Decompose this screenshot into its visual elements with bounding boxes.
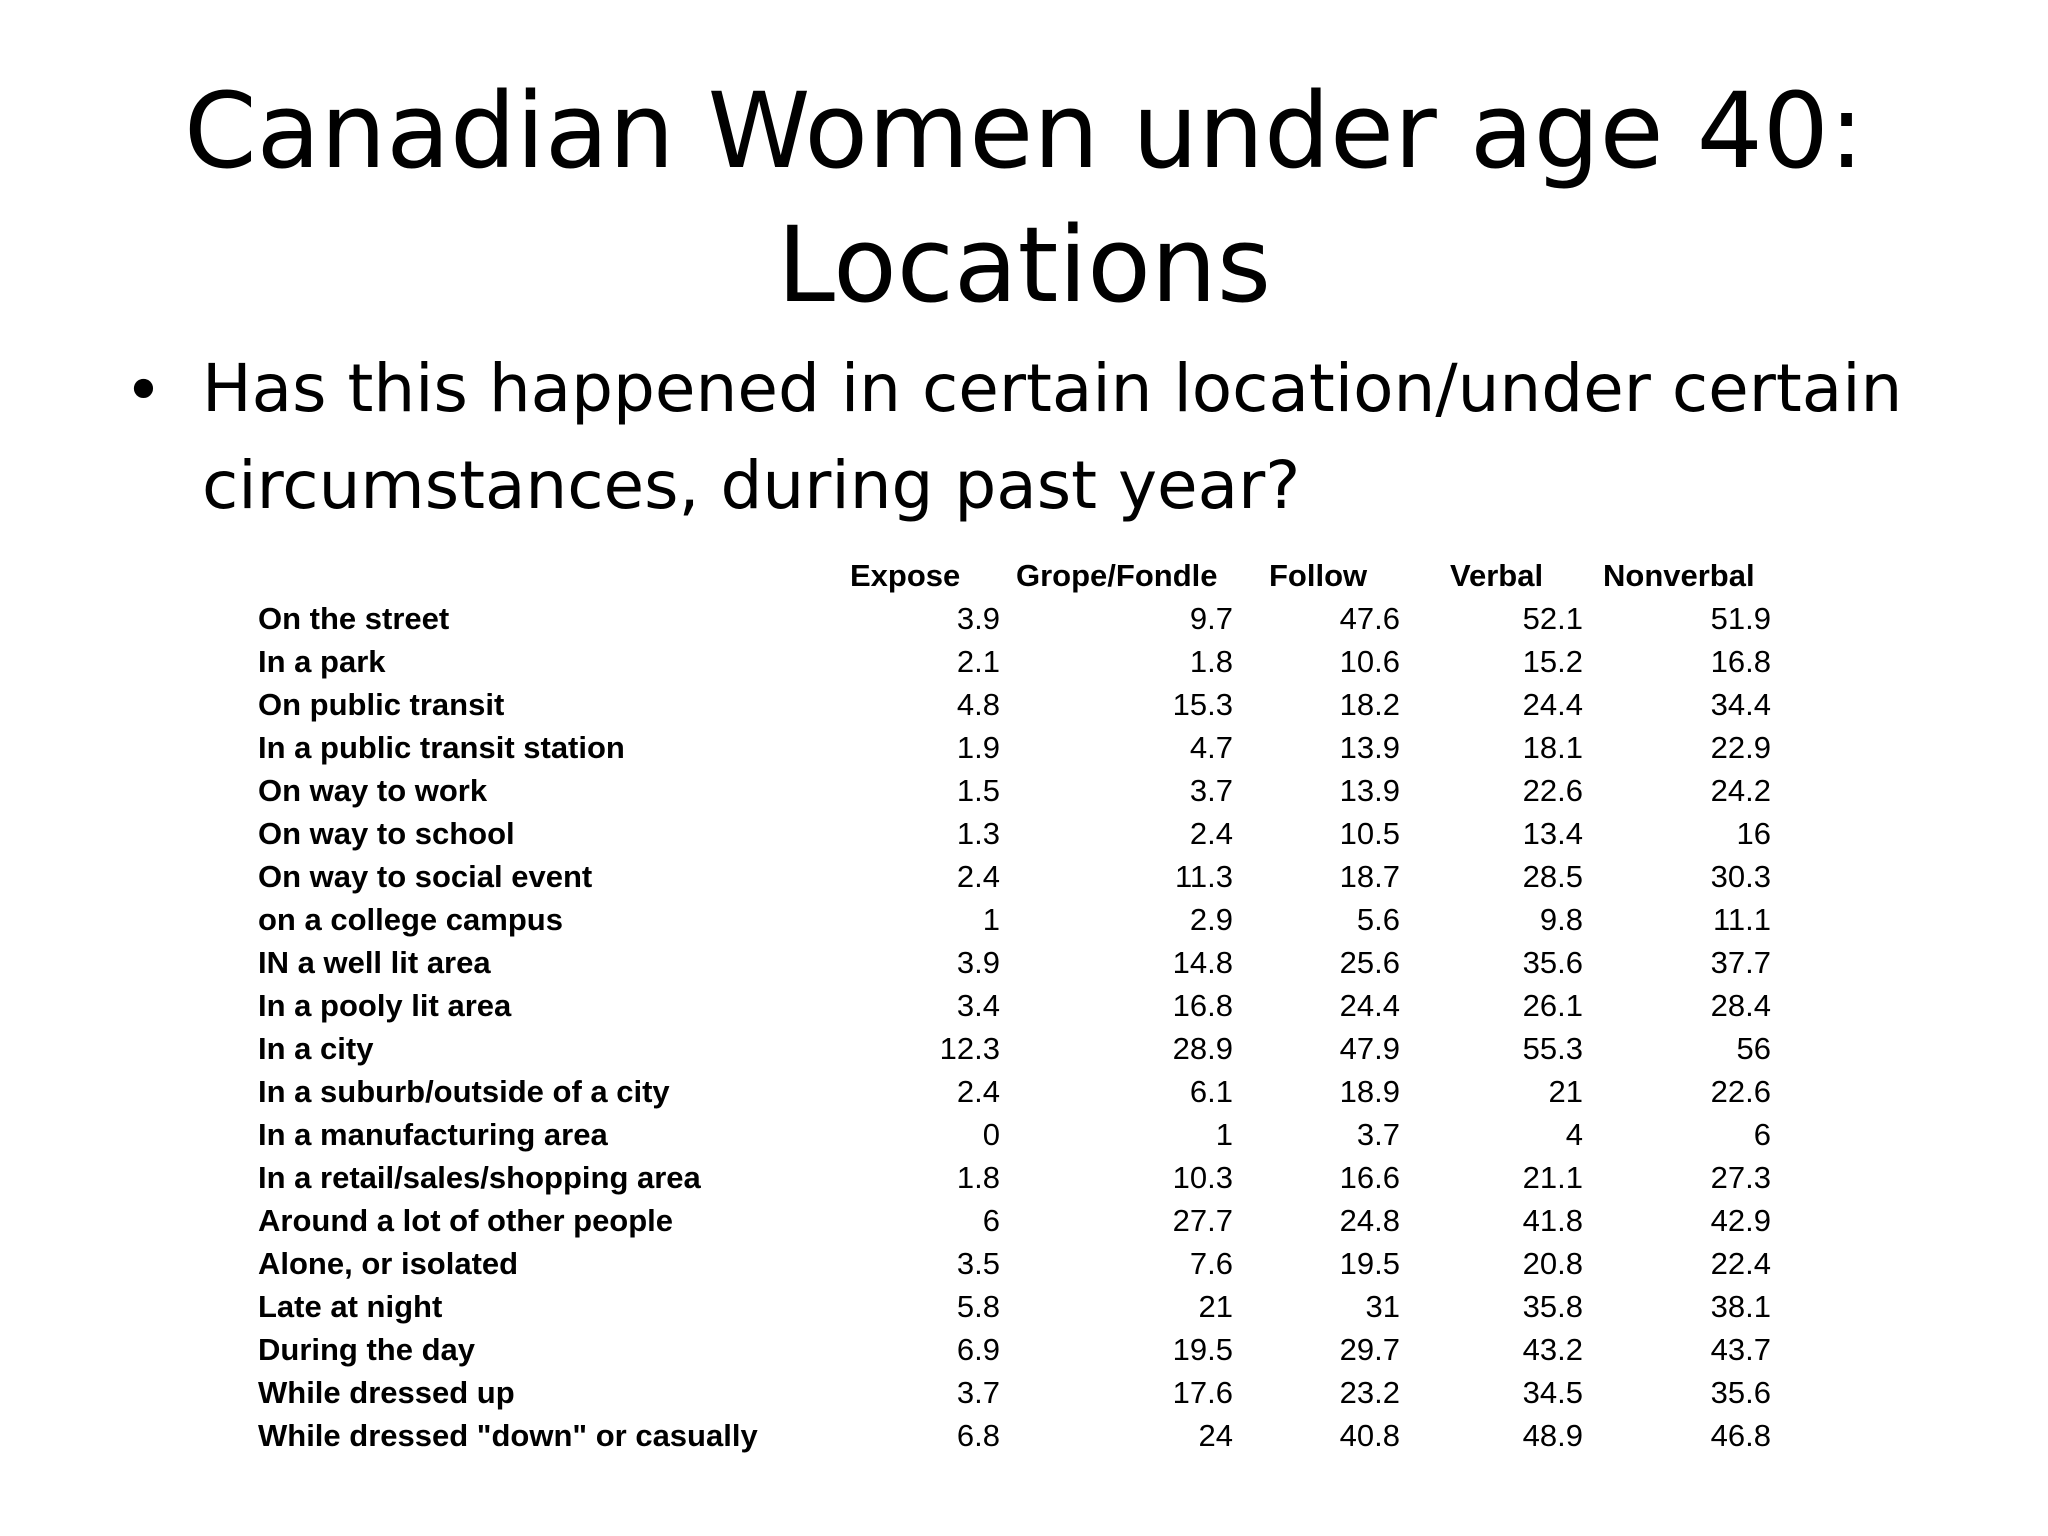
table-cell: 25.6 <box>1339 945 1400 980</box>
table-cell: 41.8 <box>1522 1203 1583 1238</box>
table-cell: 40.8 <box>1339 1418 1400 1453</box>
table-cell: 47.9 <box>1339 1031 1400 1066</box>
row-label: In a pooly lit area <box>258 988 512 1023</box>
table-header-row <box>258 554 1771 597</box>
table-row <box>258 1113 1771 1156</box>
table-row <box>258 898 1771 941</box>
table-cell: 15.3 <box>1172 687 1233 722</box>
row-label: In a park <box>258 644 386 679</box>
bullet-icon: • <box>124 352 163 429</box>
table-cell: 24.4 <box>1339 988 1400 1023</box>
row-label: In a public transit station <box>258 730 625 765</box>
table-cell: 6.1 <box>1189 1074 1233 1109</box>
row-label: Alone, or isolated <box>258 1246 519 1281</box>
row-label: In a city <box>258 1031 374 1066</box>
title-line-2: Locations <box>776 204 1272 326</box>
table-cell: 1 <box>982 902 1000 937</box>
table-cell: 51.9 <box>1710 601 1771 636</box>
table-cell: 1 <box>1215 1117 1233 1152</box>
table-cell: 3.9 <box>956 945 1000 980</box>
table-row <box>258 597 1771 640</box>
table-row <box>258 726 1771 769</box>
table-cell: 13.4 <box>1522 816 1583 851</box>
row-label: IN a well lit area <box>258 945 491 980</box>
column-header: Grope/Fondle <box>1016 558 1218 593</box>
table-row <box>258 941 1771 984</box>
table-cell: 14.8 <box>1172 945 1233 980</box>
column-header: Verbal <box>1450 558 1544 593</box>
table-cell: 13.9 <box>1339 773 1400 808</box>
table-cell: 31 <box>1365 1289 1400 1324</box>
table-row <box>258 769 1771 812</box>
row-label: On way to work <box>258 773 488 808</box>
table-cell: 21 <box>1198 1289 1233 1324</box>
table-cell: 28.4 <box>1710 988 1771 1023</box>
table-cell: 10.3 <box>1172 1160 1233 1195</box>
table-row <box>258 1070 1771 1113</box>
table-cell: 24.2 <box>1710 773 1771 808</box>
row-label: On the street <box>258 601 450 636</box>
table-row <box>258 1371 1771 1414</box>
table-cell: 1.9 <box>956 730 1000 765</box>
table-cell: 2.9 <box>1189 902 1233 937</box>
row-label: In a manufacturing area <box>258 1117 608 1152</box>
table-cell: 18.1 <box>1522 730 1583 765</box>
table-cell: 38.1 <box>1710 1289 1771 1324</box>
table-cell: 12.3 <box>939 1031 1000 1066</box>
table-cell: 16.8 <box>1172 988 1233 1023</box>
row-label: In a retail/sales/shopping area <box>258 1160 701 1195</box>
table-cell: 4.8 <box>956 687 1000 722</box>
table-cell: 55.3 <box>1522 1031 1583 1066</box>
table-cell: 7.6 <box>1189 1246 1233 1281</box>
table-cell: 19.5 <box>1172 1332 1233 1367</box>
table-cell: 46.8 <box>1710 1418 1771 1453</box>
column-header: Expose <box>850 558 961 593</box>
row-label: On public transit <box>258 687 505 722</box>
table-row <box>258 855 1771 898</box>
table-cell: 6 <box>1753 1117 1771 1152</box>
table-cell: 10.6 <box>1339 644 1400 679</box>
table-row <box>258 1414 1771 1457</box>
table-cell: 16 <box>1736 816 1771 851</box>
table-cell: 48.9 <box>1522 1418 1583 1453</box>
row-label: Late at night <box>258 1289 443 1324</box>
table-cell: 5.6 <box>1356 902 1400 937</box>
table-cell: 21.1 <box>1522 1160 1583 1195</box>
row-label: on a college campus <box>258 902 563 937</box>
table-cell: 3.7 <box>956 1375 1000 1410</box>
row-label: On way to school <box>258 816 515 851</box>
table-cell: 19.5 <box>1339 1246 1400 1281</box>
table-cell: 28.9 <box>1172 1031 1233 1066</box>
table-cell: 43.7 <box>1710 1332 1771 1367</box>
table-cell: 20.8 <box>1522 1246 1583 1281</box>
table-cell: 28.5 <box>1522 859 1583 894</box>
table-cell: 3.4 <box>956 988 1000 1023</box>
table-cell: 24.4 <box>1522 687 1583 722</box>
table-cell: 4 <box>1565 1117 1583 1152</box>
table-cell: 13.9 <box>1339 730 1400 765</box>
table-cell: 11.1 <box>1712 902 1771 937</box>
table-row <box>258 984 1771 1027</box>
table-row <box>258 1027 1771 1070</box>
table-cell: 35.6 <box>1522 945 1583 980</box>
table-cell: 1.8 <box>956 1160 1000 1195</box>
table-cell: 15.2 <box>1522 644 1583 679</box>
table-cell: 24.8 <box>1339 1203 1400 1238</box>
table-cell: 29.7 <box>1339 1332 1400 1367</box>
table-row <box>258 640 1771 683</box>
table-row <box>258 1285 1771 1328</box>
locations-table <box>258 554 1771 1457</box>
table-cell: 47.6 <box>1339 601 1400 636</box>
table-row <box>258 1156 1771 1199</box>
row-label: On way to social event <box>258 859 593 894</box>
table-cell: 4.7 <box>1189 730 1233 765</box>
table-cell: 34.4 <box>1710 687 1771 722</box>
table-cell: 34.5 <box>1522 1375 1583 1410</box>
table-cell: 22.6 <box>1710 1074 1771 1109</box>
table-body <box>258 597 1771 1457</box>
table-cell: 27.3 <box>1710 1160 1771 1195</box>
table-cell: 16.8 <box>1710 644 1771 679</box>
table-cell: 35.6 <box>1710 1375 1771 1410</box>
table-row <box>258 1328 1771 1371</box>
column-header: Nonverbal <box>1603 558 1755 593</box>
table-cell: 9.7 <box>1189 601 1233 636</box>
table-cell: 2.4 <box>1189 816 1233 851</box>
bullet-text: Has this happened in certain location/under certain circumstances, during past year? <box>202 350 1903 524</box>
table-cell: 21 <box>1548 1074 1583 1109</box>
row-label: While dressed "down" or casually <box>258 1418 758 1453</box>
table-cell: 18.9 <box>1339 1074 1400 1109</box>
table-cell: 11.3 <box>1174 859 1233 894</box>
table-cell: 24 <box>1198 1418 1233 1453</box>
table-cell: 6.9 <box>956 1332 1000 1367</box>
table-cell: 22.9 <box>1710 730 1771 765</box>
table-cell: 1.8 <box>1189 644 1233 679</box>
table-cell: 52.1 <box>1522 601 1583 636</box>
slide-title <box>0 64 2048 332</box>
table-cell: 35.8 <box>1522 1289 1583 1324</box>
column-header-blank <box>258 554 850 597</box>
table-cell: 22.6 <box>1522 773 1583 808</box>
table-cell: 2.4 <box>956 1074 1000 1109</box>
column-header: Follow <box>1269 558 1368 593</box>
table-cell: 27.7 <box>1172 1203 1233 1238</box>
table-cell: 1.5 <box>956 773 1000 808</box>
table-cell: 16.6 <box>1339 1160 1400 1195</box>
title-line-1: Canadian Women under age 40: <box>183 70 1865 192</box>
table-cell: 2.4 <box>956 859 1000 894</box>
table-cell: 26.1 <box>1522 988 1583 1023</box>
table-cell: 5.8 <box>956 1289 1000 1324</box>
table-cell: 30.3 <box>1710 859 1771 894</box>
table-cell: 1.3 <box>956 816 1000 851</box>
table-cell: 18.7 <box>1339 859 1400 894</box>
table-row <box>258 1242 1771 1285</box>
row-label: During the day <box>258 1332 476 1367</box>
table-row <box>258 1199 1771 1242</box>
table-cell: 43.2 <box>1522 1332 1583 1367</box>
table-cell: 18.2 <box>1339 687 1400 722</box>
table-cell: 23.2 <box>1339 1375 1400 1410</box>
table-cell: 37.7 <box>1710 945 1771 980</box>
table-cell: 10.5 <box>1339 816 1400 851</box>
table-cell: 3.5 <box>956 1246 1000 1281</box>
row-label: In a suburb/outside of a city <box>258 1074 670 1109</box>
table-row <box>258 812 1771 855</box>
table-row <box>258 683 1771 726</box>
row-label: While dressed up <box>258 1375 515 1410</box>
table-cell: 6 <box>982 1203 1000 1238</box>
table-cell: 0 <box>982 1117 1000 1152</box>
table-cell: 3.7 <box>1356 1117 1400 1152</box>
table-cell: 17.6 <box>1172 1375 1233 1410</box>
table-cell: 9.8 <box>1539 902 1583 937</box>
table-cell: 2.1 <box>956 644 1000 679</box>
table-cell: 3.7 <box>1189 773 1233 808</box>
table-cell: 22.4 <box>1710 1246 1771 1281</box>
row-label: Around a lot of other people <box>258 1203 674 1238</box>
table-cell: 3.9 <box>956 601 1000 636</box>
table-cell: 56 <box>1736 1031 1771 1066</box>
table-cell: 42.9 <box>1710 1203 1771 1238</box>
table-cell: 6.8 <box>956 1418 1000 1453</box>
